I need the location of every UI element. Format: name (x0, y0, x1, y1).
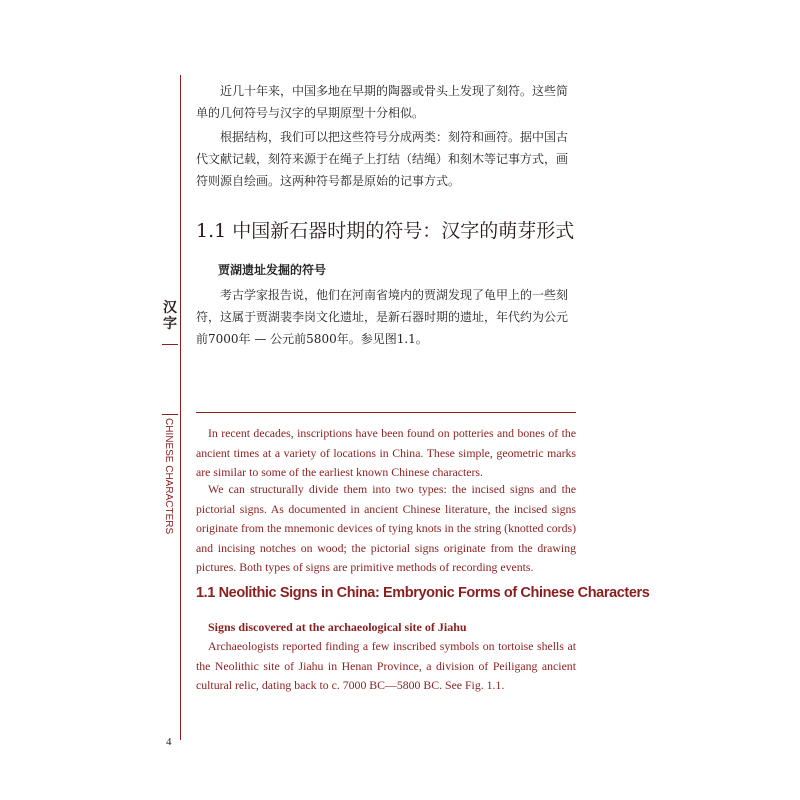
chinese-paragraph-2 (196, 126, 576, 192)
language-divider-rule (196, 412, 576, 413)
side-label-chinese: 汉字 (163, 300, 177, 332)
margin-rule (180, 75, 181, 740)
english-paragraph-1 (196, 424, 576, 483)
english-paragraph-3-text: Archaeologists reported finding a few inscribed symbols on tortoise shells at the Neolithic site of Jiahu in Henan Province, a division of Peiligang ancient cultural relic, dating back to c. 7000 BC—5800 BC. See Fig. 1.1. (196, 639, 576, 692)
english-subheading: Signs discovered at the archaeological site of Jiahu (208, 620, 467, 634)
chinese-section-heading: 1.1 中国新石器时期的符号：汉字的萌芽形式 (196, 220, 575, 242)
chinese-paragraph-3 (196, 284, 576, 350)
english-paragraph-2-text: We can structurally divide them into two types: the incised signs and the pictorial signs. As documented in ancient Chinese literature, the incised signs originate from the mnemonic devices of tying knots in the string (knotted cords) and incising notches on wood; the pictorial signs originate from the drawing pictures. Both types of signs are primitive methods of recording events. (196, 482, 576, 574)
chinese-paragraph-1 (196, 80, 576, 124)
chinese-paragraph-2-text: 根据结构，我们可以把这些符号分成两类：刻符和画符。据中国古代文献记载，刻符来源于在绳子上打结（结绳）和刻木等记事方式，画符则源自绘画。这两种符号都是原始的记事方式。 (196, 130, 569, 188)
chinese-paragraph-1-text: 近几十年来，中国多地在早期的陶器或骨头上发现了刻符。这些简单的几何符号与汉字的早期原型十分相似。 (196, 84, 569, 120)
chinese-paragraph-3-text: 考古学家报告说，他们在河南省境内的贾湖发现了龟甲上的一些刻符，这属于贾湖裴李岗文化遗址，是新石器时期的遗址，年代约为公元前7000年 — 公元前5800年。参见图1.1。 (196, 288, 569, 346)
page-number: 4 (166, 736, 172, 748)
english-section-heading: 1.1 Neolithic Signs in China: Embryonic Forms of Chinese Characters (196, 585, 650, 601)
side-label-english: CHINESE CHARACTERS (163, 418, 174, 535)
side-label-english-divider (162, 414, 178, 415)
side-label-divider (162, 344, 178, 345)
chinese-subheading: 贾湖遗址发掘的符号 (218, 263, 327, 277)
english-paragraph-1-text: In recent decades, inscriptions have been found on potteries and bones of the ancient times at a variety of locations in China. These simple, geometric marks are similar to some of the earliest known Chinese characters. (196, 426, 576, 479)
english-paragraph-2 (196, 480, 576, 578)
english-paragraph-3 (196, 637, 576, 696)
